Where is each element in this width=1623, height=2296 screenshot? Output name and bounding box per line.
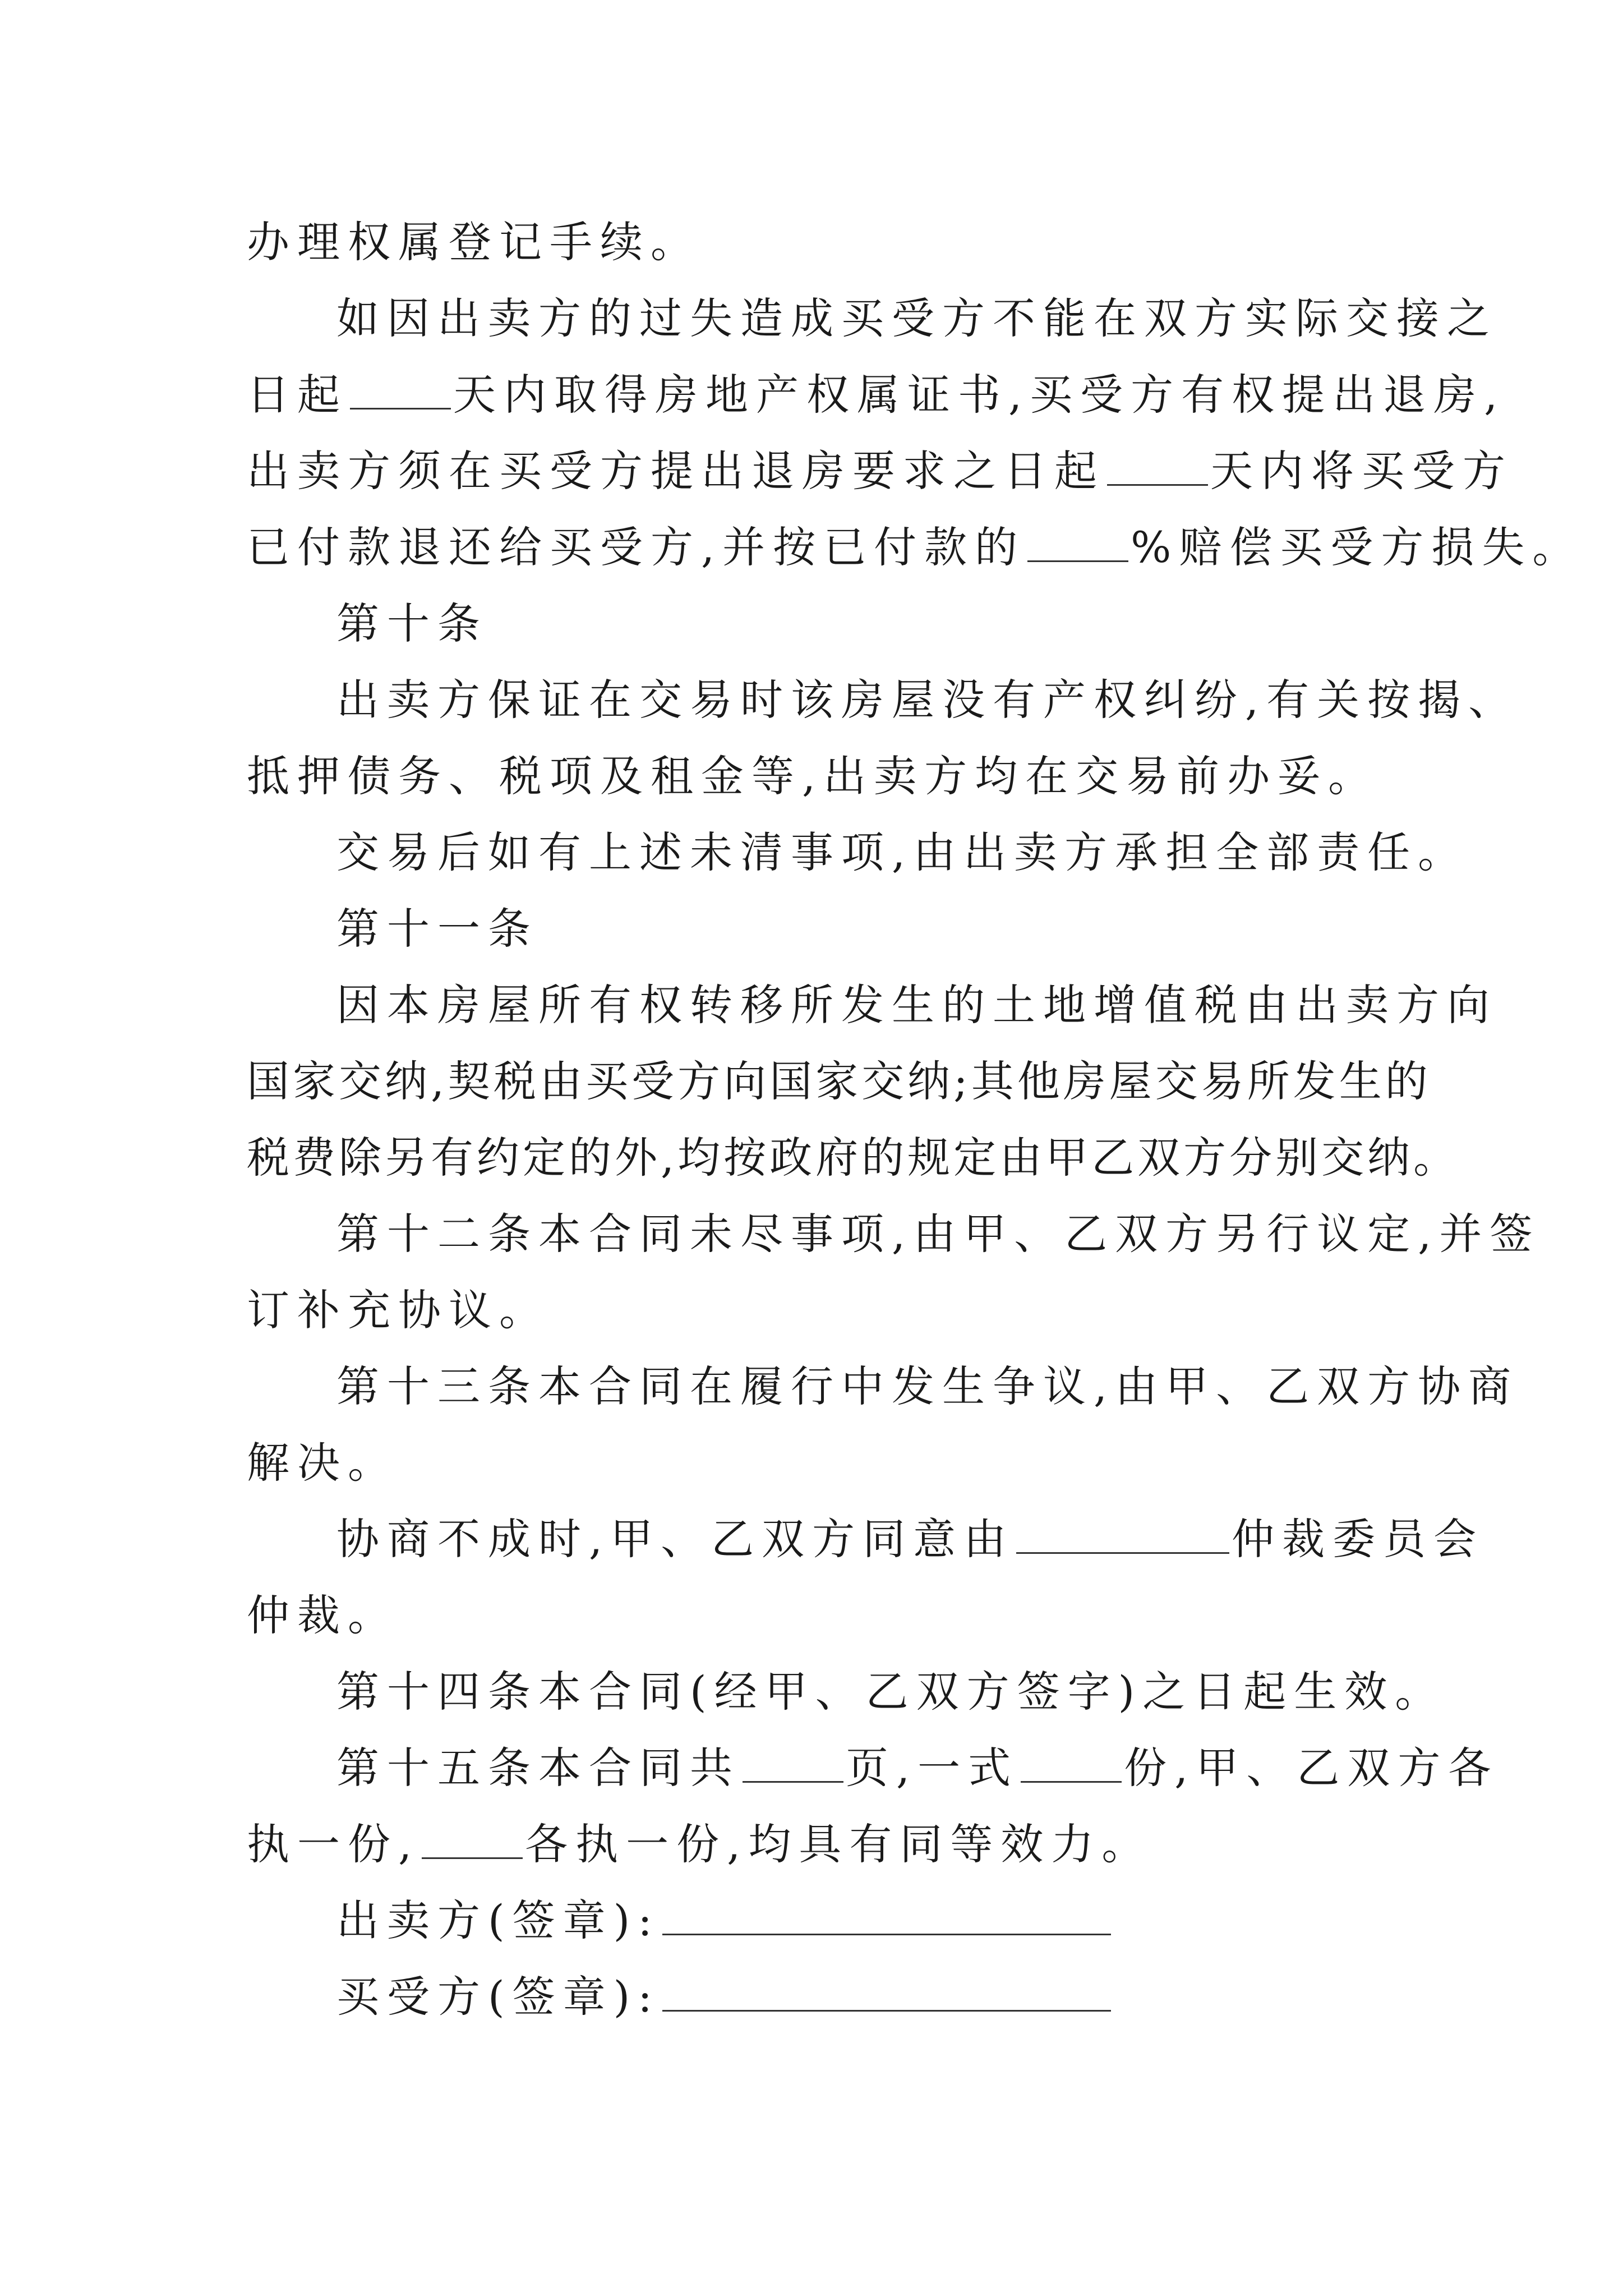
fill-blank — [422, 1819, 523, 1859]
buyer-signature-label: 买受方(签章): — [336, 1972, 660, 2022]
text: 仲裁委员会 — [1232, 1514, 1484, 1564]
text: 第十五条本合同共 — [336, 1743, 740, 1793]
text: 第十四条本合同(经甲、乙双方签字)之日起生效。 — [336, 1667, 1446, 1717]
paragraph-line — [247, 1588, 398, 1644]
text: 第十一条 — [336, 904, 538, 954]
paragraph-line — [247, 443, 1513, 499]
text: 第十三条本合同在履行中发生争议,由甲、乙双方协商 — [336, 1361, 1519, 1411]
text: 交易后如有上述未清事项,由出卖方承担全部责任。 — [336, 827, 1469, 877]
fill-blank — [1107, 446, 1208, 486]
paragraph-line — [336, 1359, 1519, 1415]
paragraph-line — [336, 1206, 1540, 1262]
paragraph-line — [247, 1435, 398, 1491]
text: 订补充协议。 — [247, 1285, 550, 1335]
fill-blank — [1016, 1514, 1229, 1554]
text: 页,一式 — [846, 1743, 1019, 1793]
text: 份,甲、乙双方各 — [1124, 1743, 1499, 1793]
paragraph-line — [247, 214, 701, 270]
fill-blank — [743, 1743, 843, 1783]
fill-blank — [1021, 1743, 1122, 1783]
buyer-signature-blank — [662, 1972, 1111, 2012]
paragraph-line — [247, 1816, 1152, 1872]
paragraph-line — [247, 1282, 550, 1338]
text: 执一份, — [247, 1819, 420, 1869]
text: 天内取得房地产权属证书,买受方有权提出退房, — [453, 370, 1506, 420]
paragraph-line — [336, 977, 1497, 1033]
text: 天内将买受方 — [1210, 446, 1513, 496]
buyer-signature-line — [336, 1969, 1113, 2025]
fill-blank — [350, 370, 451, 409]
text: 日起 — [247, 370, 348, 420]
paragraph-line — [336, 1740, 1498, 1796]
text: 解决。 — [247, 1438, 398, 1488]
text: 仲裁。 — [247, 1590, 398, 1640]
text: 协商不成时,甲、乙双方同意由 — [336, 1514, 1015, 1564]
text: 因本房屋所有权转移所发生的土地增值税由出卖方向 — [336, 980, 1497, 1030]
text: 出卖方须在买受方提出退房要求之日起 — [247, 446, 1105, 496]
text: 第十条 — [336, 599, 488, 648]
paragraph-line — [336, 825, 1468, 881]
paragraph-line — [247, 1053, 1431, 1110]
paragraph-line — [336, 291, 1497, 347]
text: 抵押债务、税项及租金等,出卖方均在交易前办妥。 — [247, 751, 1379, 801]
paragraph-line — [336, 1664, 1445, 1720]
seller-signature-line — [336, 1893, 1113, 1949]
seller-signature-label: 出卖方(签章): — [336, 1895, 660, 1945]
seller-signature-blank — [662, 1895, 1111, 1935]
paragraph-line — [247, 367, 1505, 423]
text: 国家交纳,契税由买受方向国家交纳;其他房屋交易所发生的 — [247, 1056, 1431, 1106]
text: 各执一份,均具有同等效力。 — [525, 1819, 1152, 1869]
paragraph-line — [336, 1511, 1484, 1567]
text: 第十二条本合同未尽事项,由甲、乙双方另行议定,并签 — [336, 1209, 1541, 1259]
text: %赔偿买受方损失。 — [1131, 522, 1583, 572]
paragraph-line — [336, 672, 1519, 728]
text: 办理权属登记手续。 — [247, 217, 701, 267]
paragraph-line — [247, 519, 1583, 576]
text: 税费除另有约定的外,均按政府的规定由甲乙双方分别交纳。 — [247, 1133, 1460, 1182]
article-heading — [336, 596, 488, 652]
text: 如因出卖方的过失造成买受方不能在双方实际交接之 — [336, 293, 1497, 343]
paragraph-line — [247, 1130, 1459, 1186]
text: 出卖方保证在交易时该房屋没有产权纠纷,有关按揭、 — [336, 675, 1519, 725]
article-heading — [336, 901, 538, 957]
fill-blank — [1027, 522, 1128, 562]
text: 已付款退还给买受方,并按已付款的 — [247, 522, 1026, 572]
paragraph-line — [247, 748, 1378, 804]
